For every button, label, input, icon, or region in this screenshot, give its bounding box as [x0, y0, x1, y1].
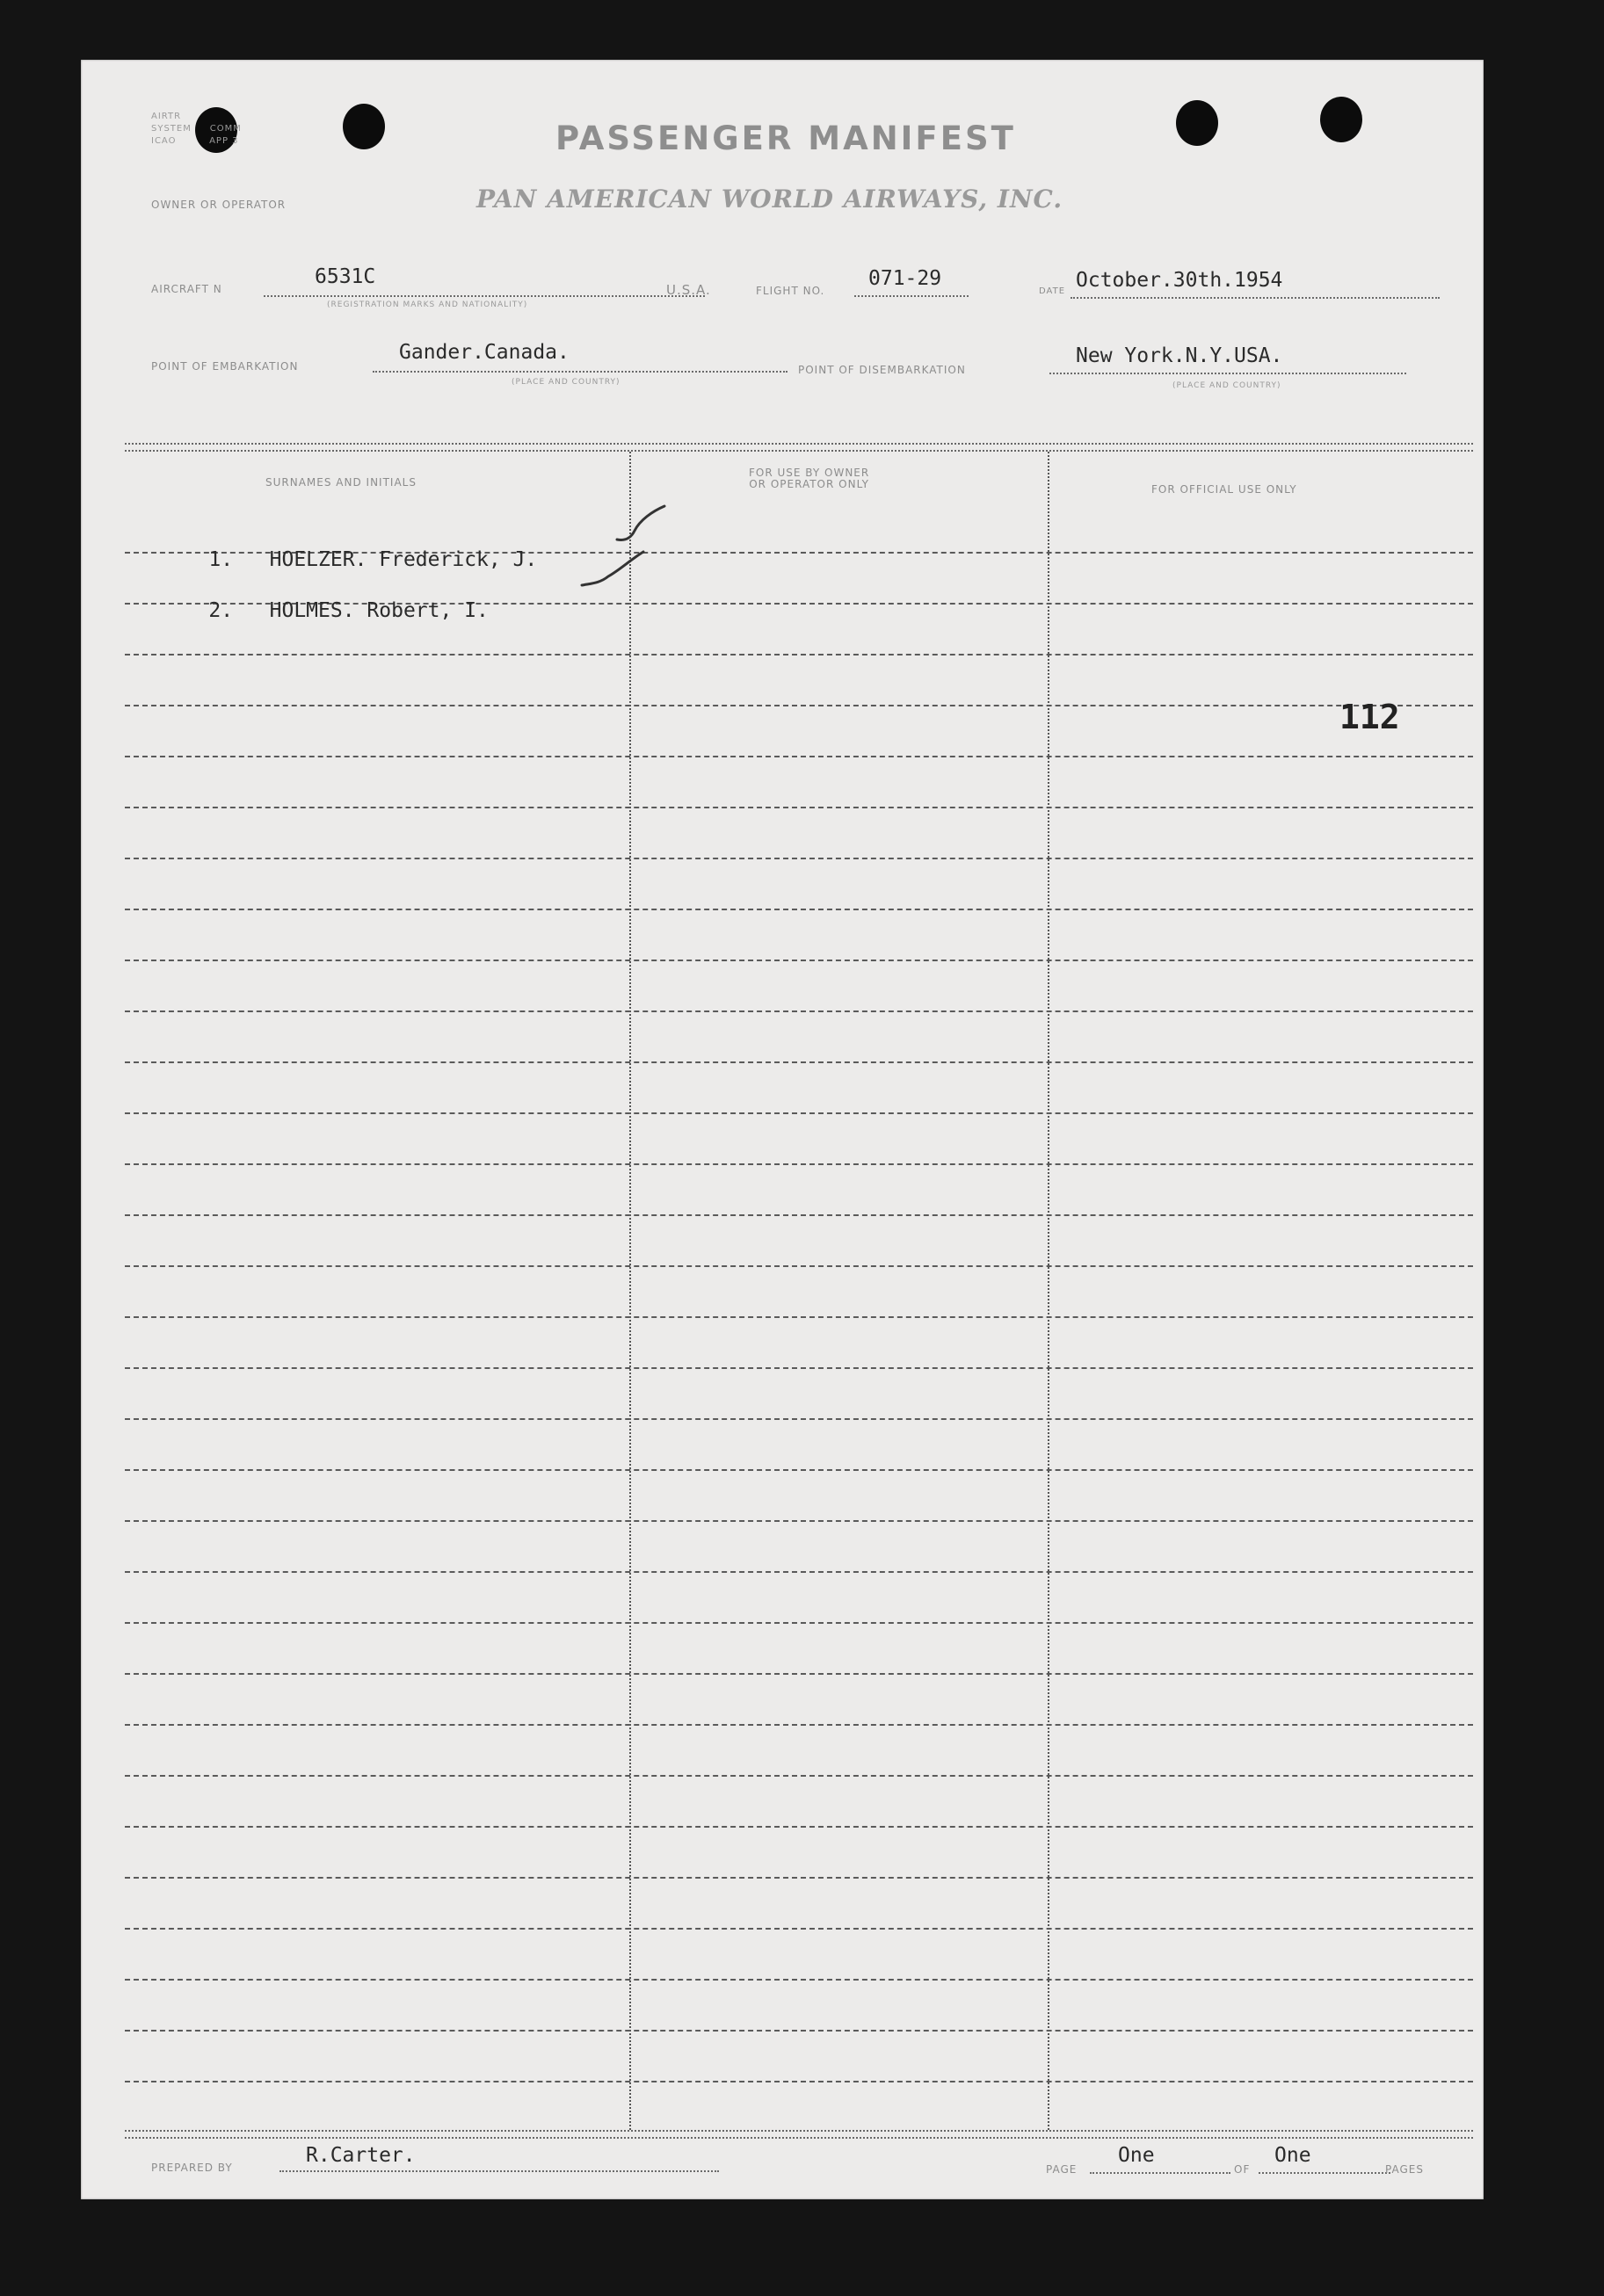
table-row-line: [125, 1775, 1473, 1777]
aircraft-value: 6531C: [315, 265, 376, 288]
column-header-names: SURNAMES AND INITIALS: [265, 476, 417, 489]
table-top-rule: [125, 443, 1473, 452]
nationality-label: U.S.A.: [666, 282, 711, 298]
disembark-underline: [1049, 373, 1406, 374]
page-label: PAGE: [1046, 2163, 1078, 2176]
pages-label: PAGES: [1385, 2163, 1424, 2176]
table-row-line: [125, 807, 1473, 808]
table-row-line: [125, 1214, 1473, 1216]
manifest-sheet: [81, 60, 1484, 2199]
table-row-line: [125, 1010, 1473, 1012]
passenger-number: 1.: [208, 548, 234, 571]
table-row-line: [125, 1316, 1473, 1318]
table-row-line: [125, 1265, 1473, 1267]
table-row-line: [125, 1928, 1473, 1930]
form-code-line-1: AIRTR: [151, 112, 182, 121]
flight-value: 071-29: [868, 267, 942, 290]
of-underline: [1259, 2172, 1390, 2174]
table-row-line: [125, 858, 1473, 859]
operator-name: PAN AMERICAN WORLD AIRWAYS, INC.: [476, 185, 1063, 214]
prepared-value: R.Carter.: [306, 2144, 416, 2167]
table-row-line: [125, 1571, 1473, 1573]
embark-label: POINT OF EMBARKATION: [151, 360, 299, 373]
column-header-official: FOR OFFICIAL USE ONLY: [1151, 483, 1297, 496]
disembark-caption: (PLACE AND COUNTRY): [1172, 381, 1281, 390]
table-row-line: [125, 1112, 1473, 1114]
table-row-line: [125, 1826, 1473, 1828]
passenger-row-2: [160, 576, 489, 645]
form-code-block: [151, 111, 242, 148]
table-row-line: [125, 2081, 1473, 2082]
of-value: One: [1274, 2144, 1311, 2167]
page-title: PASSENGER MANIFEST: [555, 120, 1016, 157]
check-mark-icon: [573, 485, 679, 599]
punch-hole-3: [1176, 100, 1218, 146]
table-row-line: [125, 705, 1473, 706]
form-code-line-3: ICAO APP 3: [151, 136, 239, 146]
embark-value: Gander.Canada.: [399, 341, 570, 364]
table-row-line: [125, 1163, 1473, 1165]
page-underline: [1090, 2172, 1230, 2174]
passenger-number: 2.: [208, 599, 234, 622]
prepared-underline: [279, 2170, 719, 2172]
of-label: OF: [1234, 2163, 1251, 2176]
disembark-value: New York.N.Y.USA.: [1076, 344, 1283, 367]
punch-hole-4: [1320, 97, 1362, 142]
punch-hole-2: [343, 104, 385, 149]
official-number: 112: [1339, 698, 1400, 736]
table-row-line: [125, 960, 1473, 961]
registration-caption: (REGISTRATION MARKS AND NATIONALITY): [327, 301, 528, 309]
table-row-line: [125, 1367, 1473, 1369]
aircraft-underline: [264, 295, 705, 297]
flight-underline: [854, 295, 969, 297]
table-row-line: [125, 1418, 1473, 1420]
aircraft-label: AIRCRAFT N: [151, 283, 222, 295]
embark-underline: [373, 371, 787, 373]
owner-label: OWNER OR OPERATOR: [151, 199, 287, 211]
passenger-name: HOELZER. Frederick, J.: [269, 548, 538, 571]
table-row-line: [125, 909, 1473, 910]
table-row-line: [125, 756, 1473, 757]
form-code-line-2: SYSTEM COMM: [151, 124, 242, 134]
disembark-label: POINT OF DISEMBARKATION: [798, 364, 966, 376]
table-row-line: [125, 1673, 1473, 1675]
table-row-line: [125, 1979, 1473, 1981]
prepared-label: PREPARED BY: [151, 2162, 233, 2174]
date-underline: [1071, 297, 1440, 299]
table-row-line: [125, 1877, 1473, 1879]
table-row-line: [125, 1520, 1473, 1522]
flight-label: FLIGHT NO.: [756, 285, 825, 297]
table-row-line: [125, 1469, 1473, 1471]
column-header-owner: FOR USE BY OWNER OR OPERATOR ONLY: [749, 467, 870, 490]
date-value: October.30th.1954: [1076, 269, 1283, 292]
page-value: One: [1118, 2144, 1155, 2167]
passenger-name: HOLMES. Robert, I.: [269, 599, 489, 622]
table-row-line: [125, 654, 1473, 655]
table-row-line: [125, 2030, 1473, 2032]
table-row-line: [125, 1061, 1473, 1063]
date-label: DATE: [1039, 286, 1066, 296]
embark-caption: (PLACE AND COUNTRY): [512, 378, 621, 387]
table-row-line: [125, 1724, 1473, 1726]
table-bottom-rule: [125, 2130, 1473, 2139]
table-row-line: [125, 1622, 1473, 1624]
